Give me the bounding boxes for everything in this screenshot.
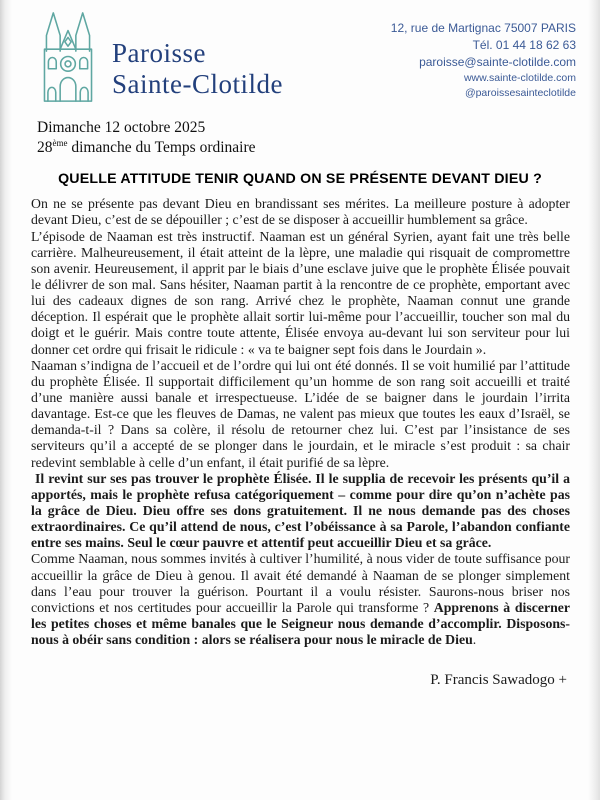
church-basilica-icon	[36, 8, 100, 106]
paragraph	[31, 358, 570, 471]
contact-block	[391, 20, 576, 106]
homily-title: QUELLE ATTITUDE TENIR QUAND ON SE PRÉSENTE DEVANT DIEU ?	[58, 171, 542, 188]
contact-email: paroisse@sainte-clotilde.com	[419, 55, 576, 70]
parish-name-line2: Sainte-Clotilde	[112, 69, 283, 100]
contact-website: www.sainte-clotilde.com	[463, 72, 576, 85]
date-block	[37, 118, 600, 158]
ordinal-superscript: ème	[52, 137, 68, 148]
paragraph-segment: Naaman s’indigna de l’accueil et de l’ordre qui lui ont été donnés. Il se voit humilié par l’attitude du prophète Élisée. Il supportait difficilement qu’un homme de son rang soit accueilli et traité d’une manière aussi banale et irrespectueuse. L’idée de se baigner dans le jourdain l’irrita davantage. Est-ce que les fleuves de Damas, ne valent pas mieux que toutes les eaux d’Israël, se demanda-t-il ? Dans sa colère, il résolu de retourner chez lui. C’est par l’insistance de ses serviteurs qu’il a accepté de se plonger dans le jourdain, et le miracle s’est produit : sa chair redevint semblable à celle d’un enfant, il était purifié de sa lèpre.	[31, 357, 570, 470]
article-body	[31, 196, 570, 648]
paragraph-segment: Comme Naaman, nous sommes invités à cultiver l’humilité, à nous vider de toute suffisance pour accueillir la grâce de Dieu à genou. Il avait été demandé à Naaman de se plonger simplement dans l’eau pour trouver la guérison. Pourtant il a voulu résister. Saurons-nous briser nos convictions et nos certitudes pour accueillir la Parole qui transforme ?	[31, 551, 570, 615]
paragraph	[31, 471, 570, 552]
paragraph-segment: .	[472, 632, 477, 648]
paragraph-segment: On ne se présente pas devant Dieu en brandissant ses mérites. La meilleure posture à adopter devant Dieu, c’est de se dépouiller ; c’est de se disposer à accueillir humblement sa grâce.	[31, 196, 570, 228]
paragraph	[31, 551, 570, 648]
parish-name	[112, 38, 283, 106]
paragraph-segment: L’épisode de Naaman est très instructif. Naaman est un général Syrien, ayant fait une très belle carrière. Malheureusement, il était atteint de la lèpre, une maladie qui risquait de compromettre son avenir. Heureusement, il apprit par le biais d’une esclave juive que le prophète Élisée pouvait le délivrer de son mal. Sans hésiter, Naaman partit à la rencontre de ce prophète, emportant avec lui des cadeaux dignes de son rang. Arrivé chez le prophète, Naaman connut une grande déception. Il espérait que le prophète allait sortir lui-même pour l’accueillir, toucher son mal du doigt et le guérir. Mais contre toute attente, Élisée envoya au-devant lui son serviteur pour lui donner cet ordre qui frisait le ridicule : « va te baigner sept fois dans le Jourdain ».	[31, 228, 570, 357]
paragraph-bold-segment: Il revint sur ses pas trouver le prophète Élisée. Il le supplia de recevoir les présents qu’il a apportés, mais le prophète refusa catégoriquement – comme pour dire qu’on n’achète pas la grâce de Dieu. Dieu offre ses dons gratuitement. Il ne nous demande pas des choses extraordinaires. Ce qu’il attend de nous, c’est l’obéissance à sa Parole, l’abandon confiante entre ses mains. Seul le cœur pauvre et attentif peut accueillir Dieu et sa grâce.	[31, 470, 570, 551]
letterhead	[0, 0, 600, 106]
parish-brand	[36, 8, 283, 106]
signature: P. Francis Sawadogo +	[430, 672, 567, 689]
date-line: Dimanche 12 octobre 2025	[37, 119, 206, 136]
liturgical-day-line: 28ème dimanche du Temps ordinaire	[37, 137, 256, 157]
contact-address: 12, rue de Martignac 75007 PARIS	[390, 21, 576, 35]
paragraph	[31, 196, 570, 228]
contact-social: @paroissesainteclotilde	[464, 87, 576, 100]
paragraph	[31, 229, 570, 358]
parish-name-line1: Paroisse	[112, 38, 206, 68]
paragraph-bold-segment: Apprenons à discerner les petites choses et même banales que le Seigneur nous demande d’accomplir. Disposons-nous à obéir sans condition : alors se réalisera pour nous le miracle de Dieu	[31, 599, 571, 648]
contact-phone: Tél. 01 44 18 62 63	[472, 38, 576, 53]
